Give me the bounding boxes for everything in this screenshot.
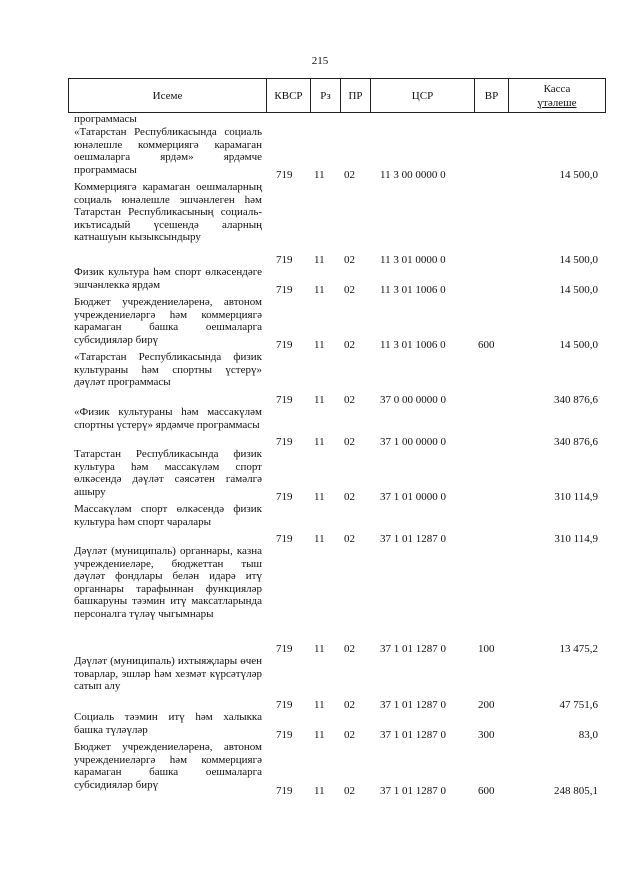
row-rz: 11 xyxy=(314,642,325,655)
row-pr: 02 xyxy=(344,698,355,711)
row-vr: 200 xyxy=(478,698,495,711)
row-amount: 83,0 xyxy=(578,728,598,741)
table-row xyxy=(0,406,640,448)
row-rz: 11 xyxy=(314,784,325,797)
row-name: Бюджет учреждениеләренә, автоном учреждениеләргә һәм коммерциягә карамаган башка оешмаларга субсидияләр бирү xyxy=(74,741,262,791)
table-row xyxy=(0,181,640,266)
row-csr: 37 1 01 1287 0 xyxy=(380,698,446,711)
row-pr: 02 xyxy=(344,435,355,448)
row-csr: 11 3 01 0000 0 xyxy=(380,253,446,266)
row-kvsr: 719 xyxy=(276,435,293,448)
column-header-csr: ЦСР xyxy=(371,79,475,112)
row-name: Массакүләм спорт өлкәсендә физик культура һәм спорт чаралары xyxy=(74,503,262,528)
row-name: Дәүләт (муниципаль) ихтыяҗлары өчен товарлар, эшләр һәм хезмәт күрсәтүләр сатып алу xyxy=(74,655,262,692)
row-amount: 340 876,6 xyxy=(554,435,598,448)
page-number: 215 xyxy=(311,55,329,67)
row-amount: 14 500,0 xyxy=(559,253,598,266)
row-amount: 248 805,1 xyxy=(554,784,598,797)
row-amount: 340 876,6 xyxy=(554,393,598,406)
row-amount: 14 500,0 xyxy=(559,283,598,296)
row-name: «Татарстан Республикасында социаль юнәлешле коммерциягә карамаган оешмаларга ярдәм» ярдәмче программасы xyxy=(74,126,262,176)
row-name: «Физик культураны һәм массакүләм спортны үстерү» ярдәмче программасы xyxy=(74,406,262,431)
column-header-kassa xyxy=(509,79,605,112)
row-csr: 37 1 01 1287 0 xyxy=(380,784,446,797)
row-csr: 11 3 00 0000 0 xyxy=(380,168,446,181)
row-amount: 310 114,9 xyxy=(554,532,598,545)
row-rz: 11 xyxy=(314,393,325,406)
row-rz: 11 xyxy=(314,253,325,266)
row-pr: 02 xyxy=(344,784,355,797)
row-name: Социаль тәэмин итү һәм халыкка башка түләүләр xyxy=(74,711,262,736)
row-pr: 02 xyxy=(344,253,355,266)
table-row xyxy=(0,351,640,406)
row-csr: 37 1 00 0000 0 xyxy=(380,435,446,448)
row-rz: 11 xyxy=(314,728,325,741)
table-row xyxy=(0,126,640,181)
row-name: Коммерциягә карамаган оешмаларның социаль юнәлешле эшчәнлеген һәм Татарстан Республикасының социаль-икътисадый үсешендә аларның катнашуын кызыксындыру xyxy=(74,181,262,243)
column-header-kassa-line2: үтәлеше xyxy=(537,96,577,109)
row-name: Татарстан Республикасында физик культура һәм массакүләм спорт өлкәсендә дәүләт сәясәтен гамәлгә ашыру xyxy=(74,448,262,498)
column-header-name: Исеме xyxy=(69,79,267,112)
row-name: программасы xyxy=(74,113,137,125)
column-header-kassa-line1: Касса xyxy=(543,82,571,95)
column-header-vr: ВР xyxy=(475,79,509,112)
table-row xyxy=(0,448,640,503)
table-header xyxy=(68,78,606,113)
row-rz: 11 xyxy=(314,435,325,448)
row-csr: 37 1 01 1287 0 xyxy=(380,728,446,741)
row-amount: 14 500,0 xyxy=(559,168,598,181)
row-pr: 02 xyxy=(344,168,355,181)
row-pr: 02 xyxy=(344,338,355,351)
row-amount: 47 751,6 xyxy=(559,698,598,711)
row-kvsr: 719 xyxy=(276,728,293,741)
table-row xyxy=(0,655,640,711)
row-kvsr: 719 xyxy=(276,168,293,181)
table-row xyxy=(0,711,640,741)
column-header-kvsr: КВСР xyxy=(267,79,311,112)
row-rz: 11 xyxy=(314,490,325,503)
row-name: «Татарстан Республикасында физик культураны һәм спортны үстерү» дәүләт программасы xyxy=(74,351,262,388)
row-pr: 02 xyxy=(344,490,355,503)
row-csr: 37 0 00 0000 0 xyxy=(380,393,446,406)
row-csr: 37 1 01 0000 0 xyxy=(380,490,446,503)
table-row xyxy=(0,545,640,655)
row-csr: 11 3 01 1006 0 xyxy=(380,283,446,296)
row-kvsr: 719 xyxy=(276,283,293,296)
row-kvsr: 719 xyxy=(276,784,293,797)
row-vr: 600 xyxy=(478,338,495,351)
row-kvsr: 719 xyxy=(276,338,293,351)
table-row xyxy=(0,113,640,126)
row-name: Дәүләт (муниципаль) органнары, казна учреждениеләре, бюджеттан тыш дәүләт фондлары белән идарә итү органнары тарафыннан функцияләр башкаруны тәэмин итү максатларында персоналга түләү чыгымнары xyxy=(74,545,262,620)
row-rz: 11 xyxy=(314,168,325,181)
row-pr: 02 xyxy=(344,283,355,296)
row-vr: 300 xyxy=(478,728,495,741)
column-header-rz: Рз xyxy=(311,79,341,112)
row-amount: 310 114,9 xyxy=(554,490,598,503)
row-rz: 11 xyxy=(314,283,325,296)
row-name: Бюджет учреждениеләренә, автоном учреждениеләргә һәм коммерциягә карамаган башка оешмаларга субсидияләр бирү xyxy=(74,296,262,346)
row-rz: 11 xyxy=(314,698,325,711)
row-pr: 02 xyxy=(344,728,355,741)
table-row xyxy=(0,266,640,296)
row-amount: 14 500,0 xyxy=(559,338,598,351)
row-kvsr: 719 xyxy=(276,532,293,545)
row-csr: 11 3 01 1006 0 xyxy=(380,338,446,351)
table-row xyxy=(0,503,640,545)
row-kvsr: 719 xyxy=(276,698,293,711)
row-vr: 100 xyxy=(478,642,495,655)
row-pr: 02 xyxy=(344,532,355,545)
row-amount: 13 475,2 xyxy=(559,642,598,655)
row-name: Физик культура һәм спорт өлкәсендәге эшчәнлеккә ярдәм xyxy=(74,266,262,291)
row-kvsr: 719 xyxy=(276,642,293,655)
row-rz: 11 xyxy=(314,532,325,545)
row-kvsr: 719 xyxy=(276,253,293,266)
row-pr: 02 xyxy=(344,393,355,406)
row-csr: 37 1 01 1287 0 xyxy=(380,532,446,545)
row-kvsr: 719 xyxy=(276,393,293,406)
row-pr: 02 xyxy=(344,642,355,655)
row-kvsr: 719 xyxy=(276,490,293,503)
column-header-pr: ПР xyxy=(341,79,371,112)
table-row xyxy=(0,296,640,351)
row-csr: 37 1 01 1287 0 xyxy=(380,642,446,655)
table-row xyxy=(0,741,640,797)
row-vr: 600 xyxy=(478,784,495,797)
row-rz: 11 xyxy=(314,338,325,351)
